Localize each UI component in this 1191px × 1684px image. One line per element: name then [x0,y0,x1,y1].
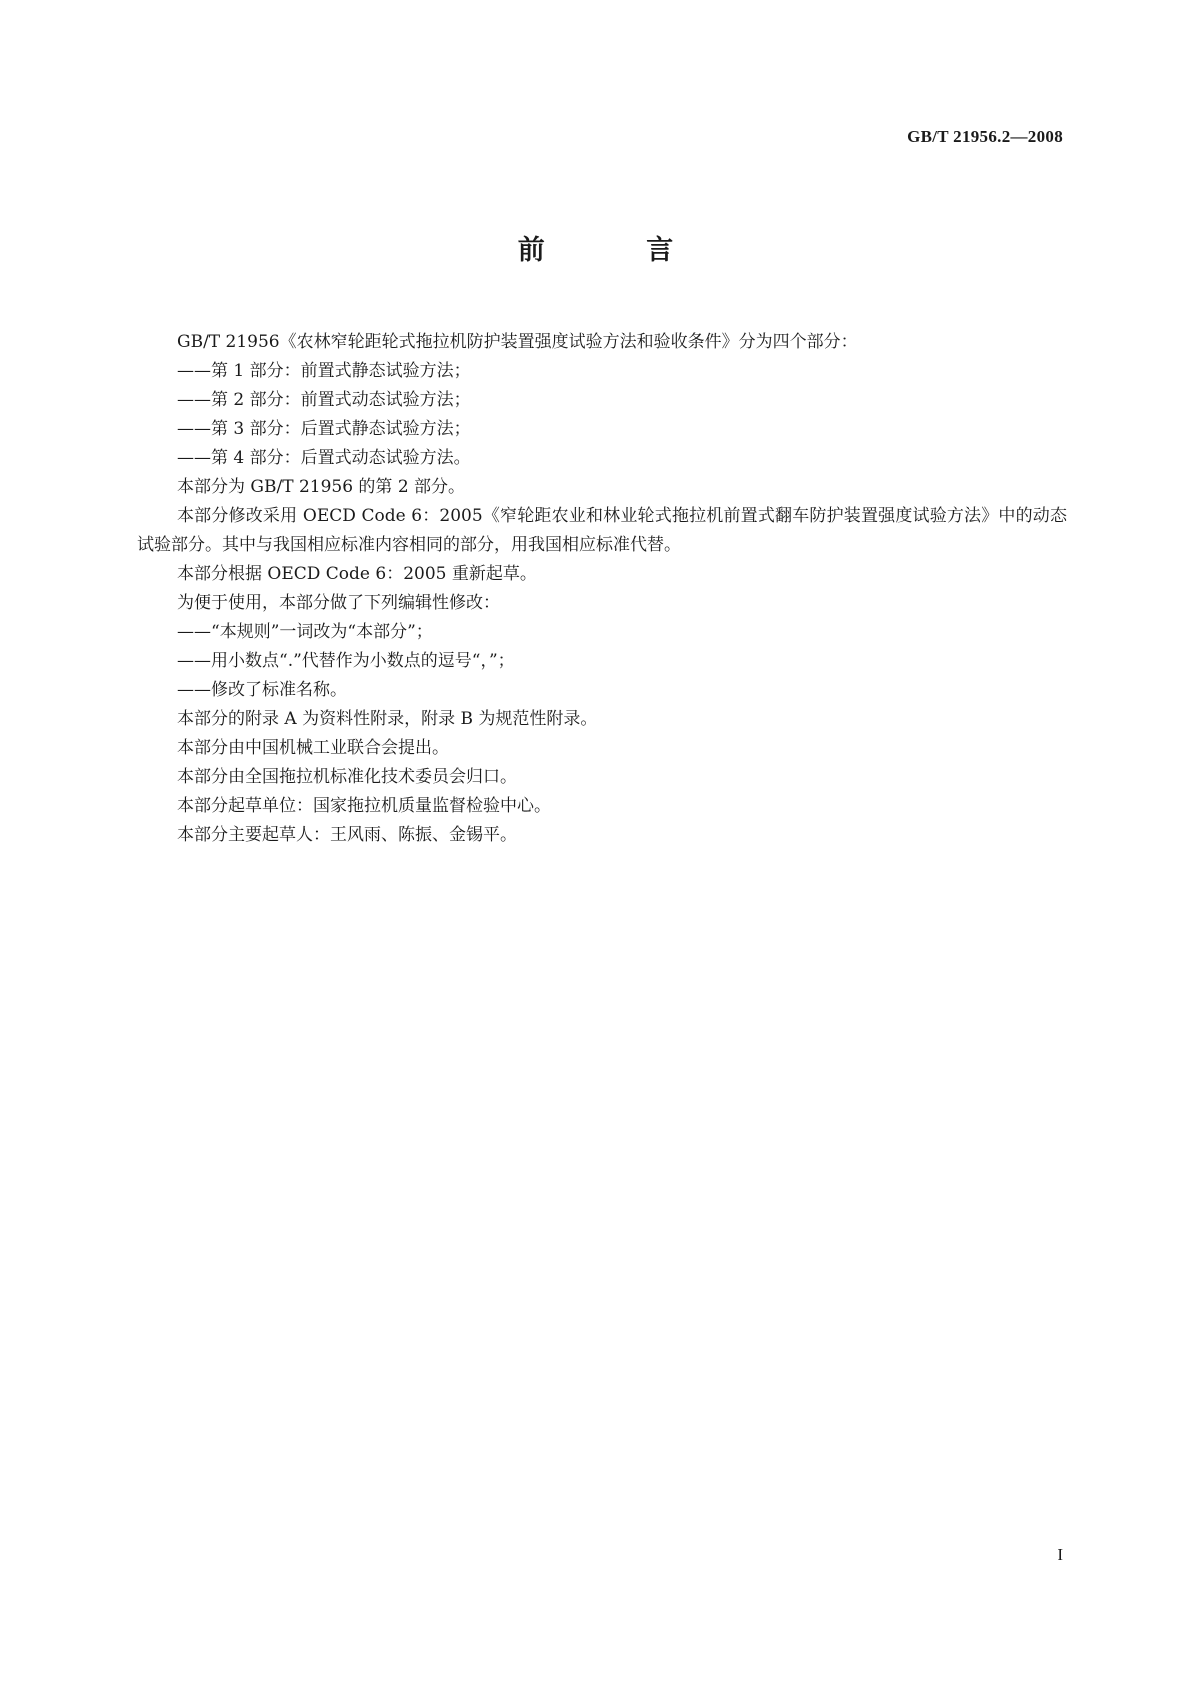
list-item-edit-3: ——修改了标准名称。 [177,680,347,700]
page-number: I [1057,1545,1063,1564]
paragraph-intro: GB/T 21956《农林窄轮距轮式拖拉机防护装置强度试验方法和验收条件》分为四个部分： [177,332,858,352]
list-item-part-4: ——第 4 部分：后置式动态试验方法。 [177,448,471,468]
list-item-edit-1: ——“本规则”一词改为“本部分”； [177,622,433,642]
page-title: 前 言 [517,235,720,266]
paragraph-drafting-unit: 本部分起草单位：国家拖拉机质量监督检验中心。 [177,796,551,816]
document-id-header: GB/T 21956.2—2008 [907,127,1063,146]
paragraph-this-part: 本部分为 GB/T 21956 的第 2 部分。 [177,477,466,497]
paragraph-drafters: 本部分主要起草人：王风雨、陈振、金锡平。 [177,825,517,845]
paragraph-proposed-by: 本部分由中国机械工业联合会提出。 [177,738,449,758]
paragraph-annexes: 本部分的附录 A 为资料性附录，附录 B 为规范性附录。 [177,709,598,729]
list-item-edit-2: ——用小数点“.”代替作为小数点的逗号“，”； [177,651,515,671]
paragraph-adoption: 本部分修改采用 OECD Code 6：2005《窄轮距农业和林业轮式拖拉机前置式翻车防护装置强度试验方法》中的动态试验部分。其中与我国相应标准内容相同的部分，用我国相应标准代替。 [137,506,1067,555]
list-item-part-2: ——第 2 部分：前置式动态试验方法； [177,390,471,410]
paragraph-centralized-by: 本部分由全国拖拉机标准化技术委员会归口。 [177,767,517,787]
paragraph-edits-intro: 为便于使用，本部分做了下列编辑性修改： [177,593,500,613]
list-item-part-1: ——第 1 部分：前置式静态试验方法； [177,361,471,381]
paragraph-redraft: 本部分根据 OECD Code 6：2005 重新起草。 [177,564,537,584]
list-item-part-3: ——第 3 部分：后置式静态试验方法； [177,419,471,439]
foreword-body [137,328,1067,850]
